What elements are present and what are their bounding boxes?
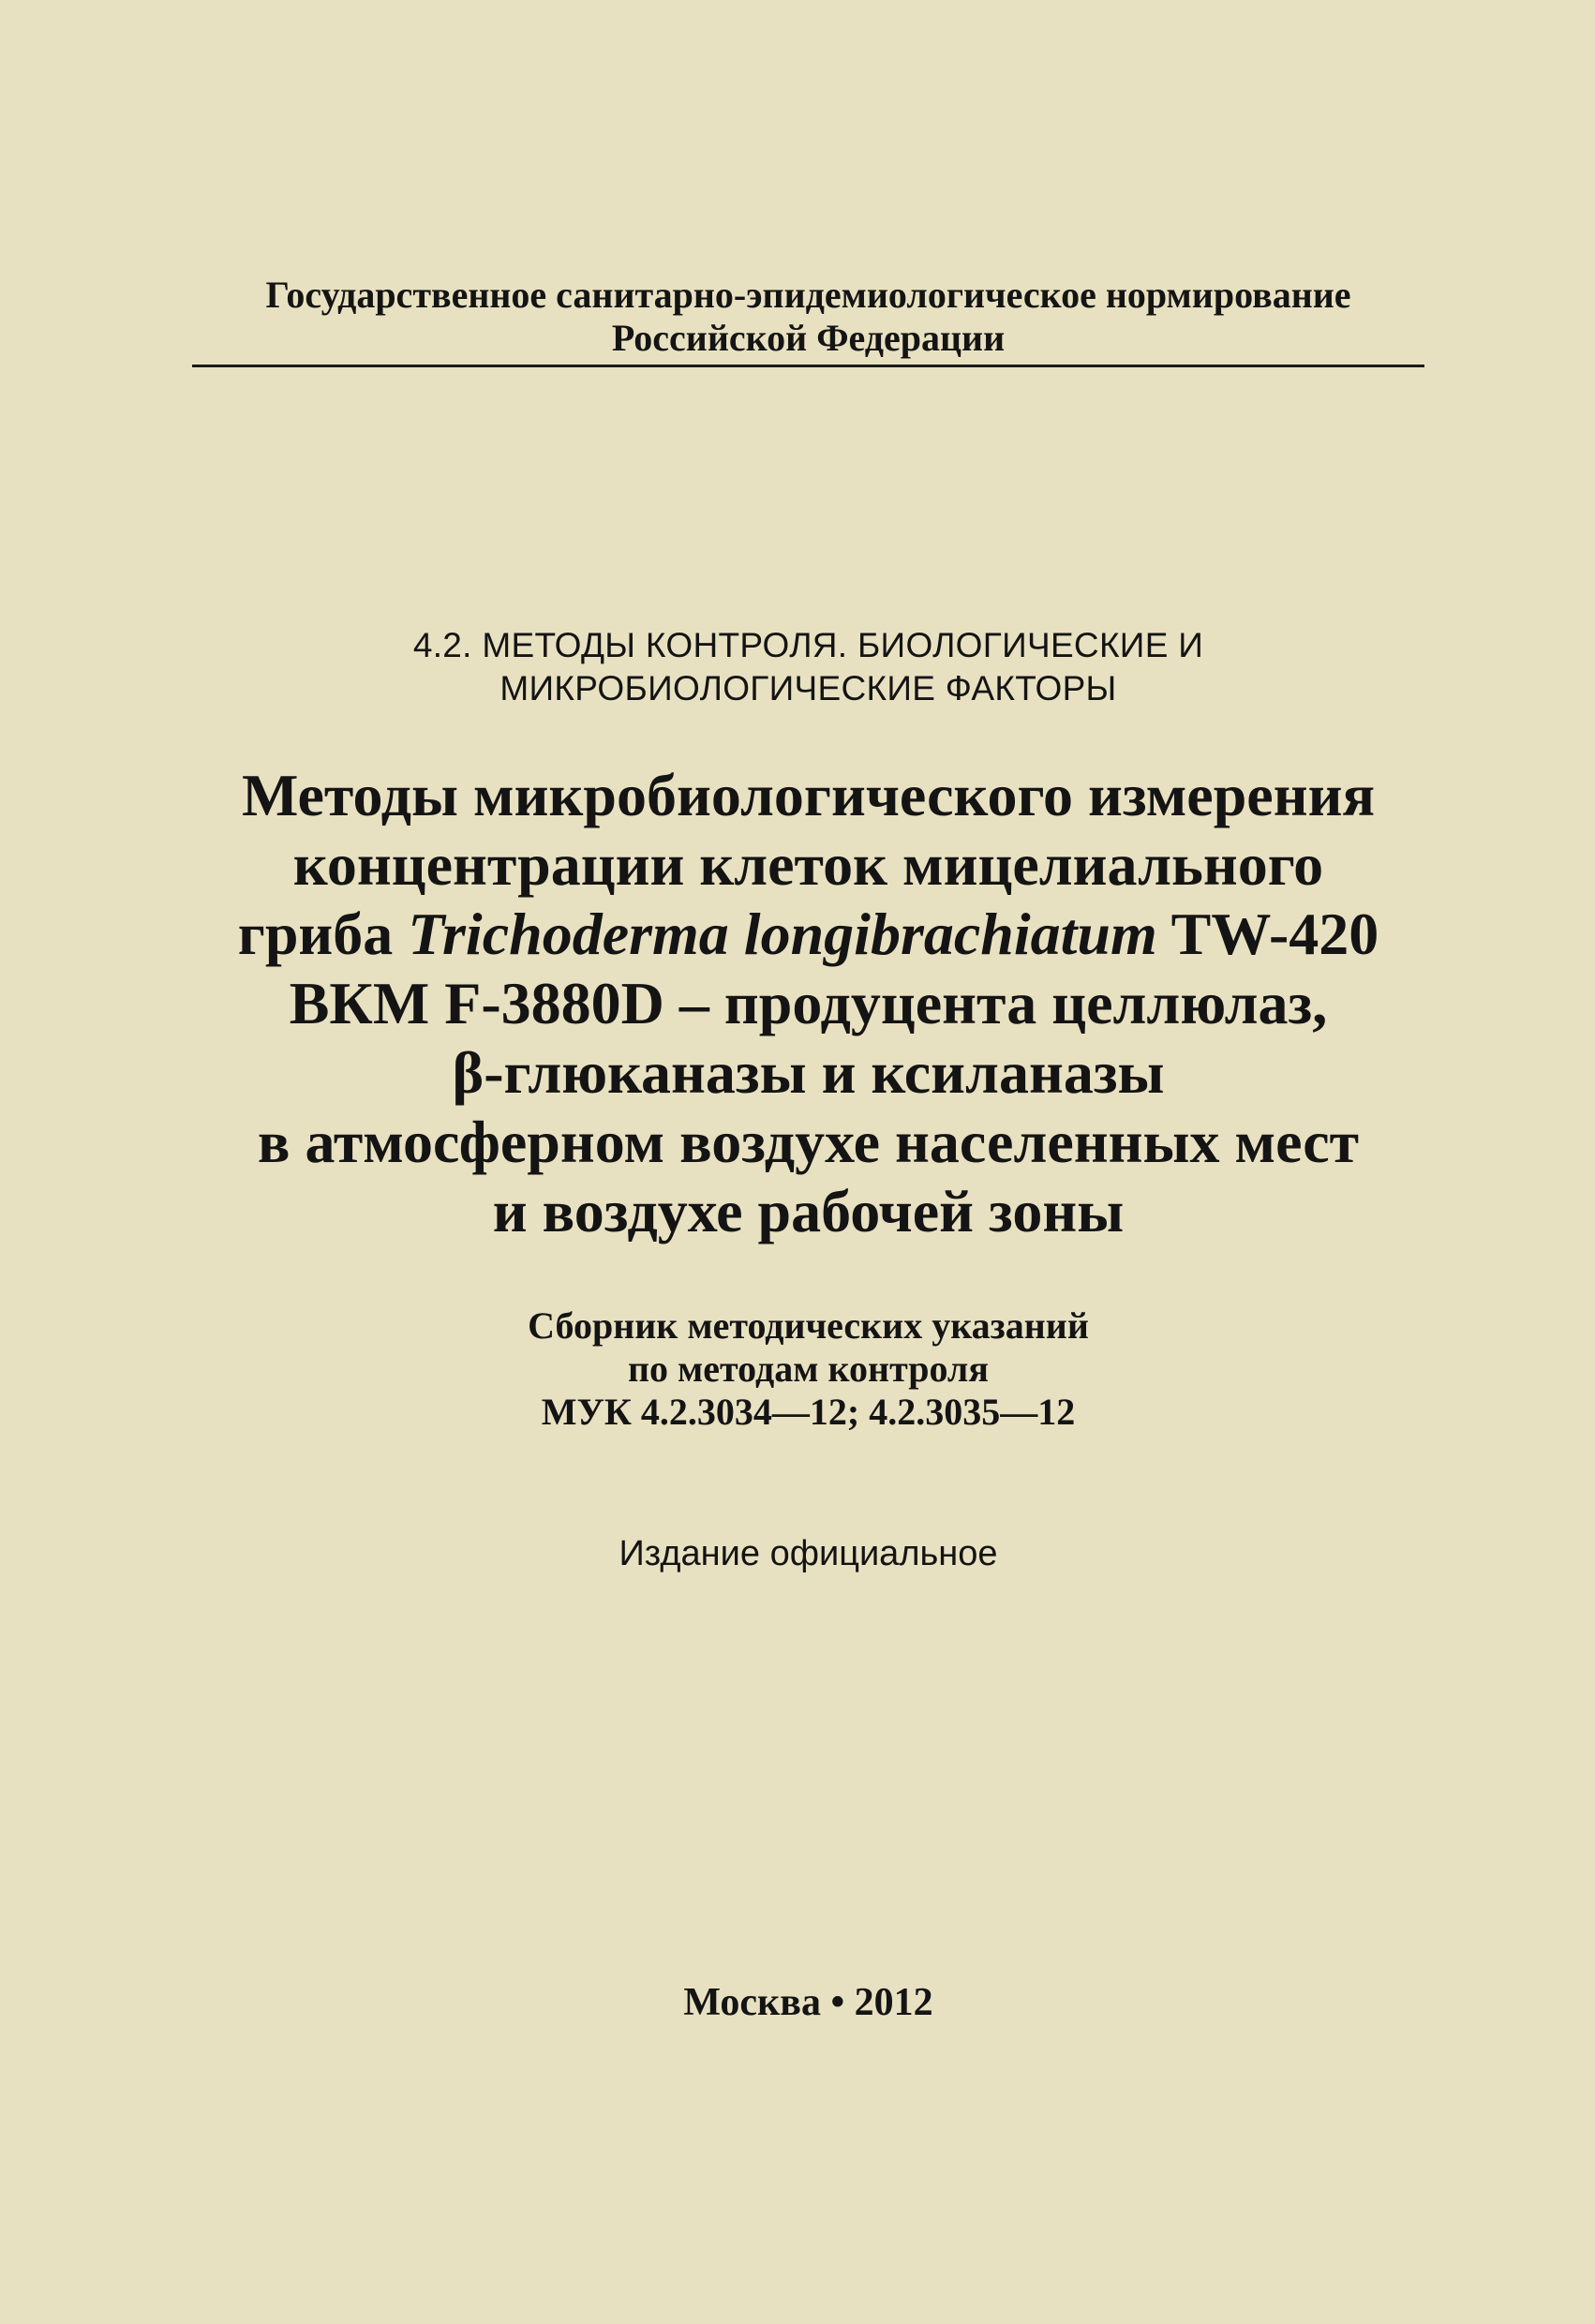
header-divider [192,365,1424,367]
issuing-authority-header [192,274,1424,360]
title-line-1: Методы микробиологического измерения [241,762,1376,828]
title-line-5: β-глюканазы и ксиланазы [452,1039,1165,1106]
document-title [141,761,1476,1246]
subtitle-line-3: МУК 4.2.3034—12; 4.2.3035—12 [541,1391,1076,1433]
title-line-3 [141,900,1476,969]
title-line-3-suffix: TW-420 [1156,901,1379,967]
subtitle-line-1: Сборник методических указаний [528,1304,1089,1347]
place-and-year: Москва • 2012 [683,1981,933,2024]
title-line-6: в атмосферном воздухе населенных мест [257,1109,1360,1175]
collection-subtitle [281,1304,1335,1434]
species-name: Trichoderma longibrachiatum [408,901,1157,967]
title-line-2: концентрации клеток мицелиального [292,831,1324,898]
subtitle-line-2: по методам контроля [628,1348,989,1390]
title-line-3-prefix: гриба [237,901,409,967]
header-line-1: Государственное санитарно-эпидемиологическое нормирование [265,274,1351,316]
title-line-7: и воздухе рабочей зоны [492,1178,1125,1244]
section-line-2: МИКРОБИОЛОГИЧЕСКИЕ ФАКТОРЫ [499,669,1117,708]
header-line-2: Российской Федерации [611,317,1006,359]
section-line-1: 4.2. МЕТОДЫ КОНТРОЛЯ. БИОЛОГИЧЕСКИЕ И [412,626,1204,664]
section-heading [187,624,1429,710]
edition-note: Издание официальное [619,1534,998,1573]
title-line-4: ВКМ F-3880D – продуцента целлюлаз, [289,970,1328,1036]
